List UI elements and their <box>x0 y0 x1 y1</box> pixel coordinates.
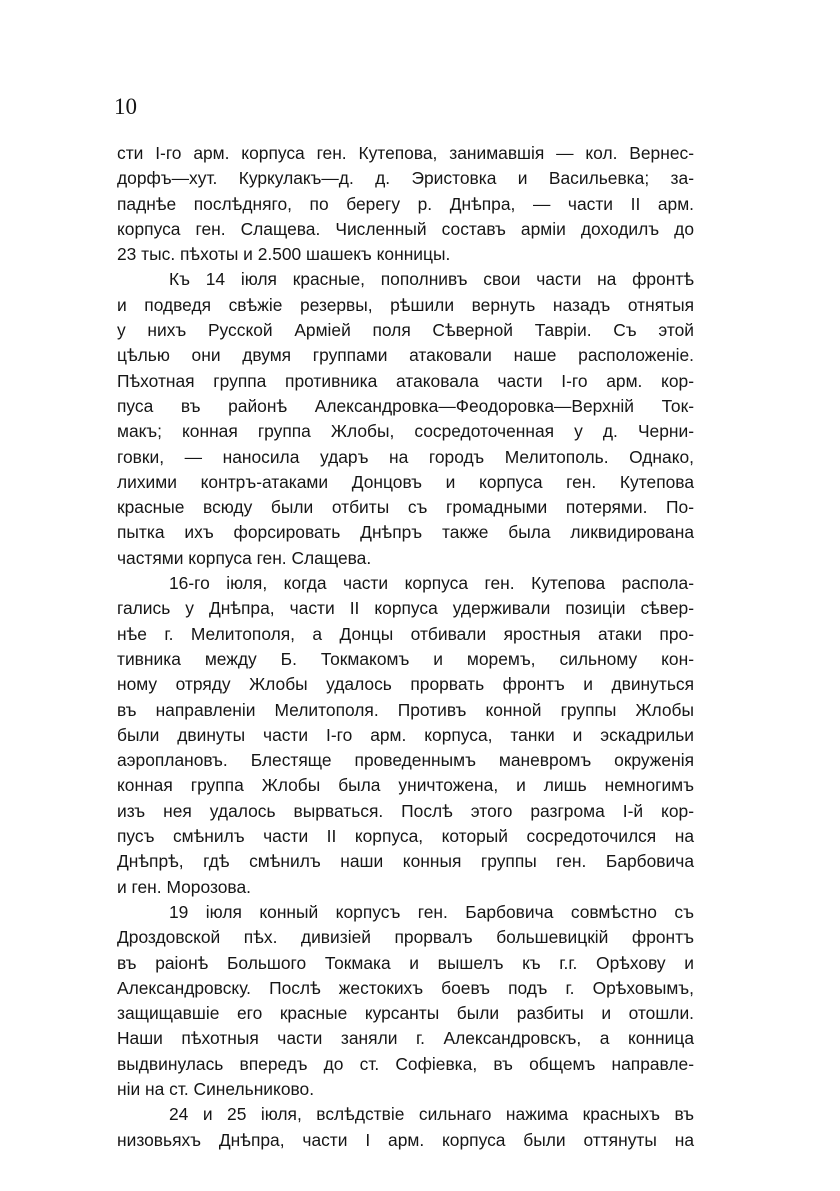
text-line: Пѣхотная группа противника атаковала части I-го арм. кор- <box>117 370 694 391</box>
text-line: нѣе г. Мелитополя, а Донцы отбивали яростныя атаки про- <box>117 623 694 644</box>
text-line: аэроплановъ. Блестяще проведеннымъ маневромъ окруженія <box>117 750 694 771</box>
text-line: конная группа Жлобы была уничтожена, и лишь немногимъ <box>117 775 694 796</box>
text-line: дорфъ—хут. Куркулакъ—д. д. Эристовка и Васильевка; за- <box>117 168 694 189</box>
text-line: 24 и 25 іюля, вслѣдствіе сильнаго нажима красныхъ въ <box>169 1104 694 1125</box>
text-line: Днѣпрѣ, гдѣ смѣнилъ наши конныя группы ген. Барбовича <box>117 851 694 872</box>
page-number: 10 <box>114 94 137 119</box>
text-line: корпуса ген. Слащева. Численный составъ арміи доходилъ до <box>117 218 694 239</box>
text-line: Наши пѣхотныя части заняли г. Александровскъ, а конница <box>117 1028 694 1049</box>
paragraph <box>117 571 694 900</box>
text-line: красные всюду были отбиты съ громадными потерями. По- <box>117 497 694 518</box>
text-line: цѣлью они двумя группами атаковали наше расположеніе. <box>117 345 694 366</box>
text-line: 19 іюля конный корпусъ ген. Барбовича совмѣстно съ <box>169 901 694 922</box>
paragraph <box>117 267 694 571</box>
text-line: Дроздовской пѣх. дивизіей прорвалъ большевицкій фронтъ <box>117 927 694 948</box>
text-line: говки, — наносила ударъ на городъ Мелитополь. Однако, <box>117 446 694 467</box>
paragraph <box>117 1102 694 1153</box>
text-line: были двинуты части I-го арм. корпуса, танки и эскадрильи <box>117 724 694 745</box>
text-line: гались у Днѣпра, части II корпуса удерживали позиціи сѣвер- <box>117 598 694 619</box>
text-line: защищавшіе его красные курсанты были разбиты и отошли. <box>117 1003 694 1024</box>
text-line: пуса въ районѣ Александровка—Феодоровка—Верхній Ток- <box>117 395 694 416</box>
text-line: низовьяхъ Днѣпра, части I арм. корпуса были оттянуты на <box>117 1129 694 1150</box>
paragraph <box>117 141 694 267</box>
text-line: тивника между Б. Токмакомъ и моремъ, сильному кон- <box>117 648 694 669</box>
text-line: ніи на ст. Синельниково. <box>117 1078 315 1099</box>
text-line: ному отряду Жлобы удалось прорвать фронтъ и двинуться <box>117 674 694 695</box>
text-line: макъ; конная группа Жлобы, сосредоточенная у д. Черни- <box>117 421 694 442</box>
text-line: Къ 14 іюля красные, пополнивъ свои части на фронтѣ <box>169 269 694 290</box>
text-line: и подведя свѣжіе резервы, рѣшили вернуть назадъ отнятыя <box>117 294 694 315</box>
text-line: 16-го іюля, когда части корпуса ген. Кутепова распола- <box>169 573 694 594</box>
text-line: у нихъ Русской Арміей поля Сѣверной Тавріи. Съ этой <box>117 320 694 341</box>
text-line: пытка ихъ форсировать Днѣпръ также была ликвидирована <box>117 522 694 543</box>
text-line: пусъ смѣнилъ части II корпуса, который сосредоточился на <box>117 826 694 847</box>
text-line: въ направленіи Мелитополя. Противъ конной группы Жлобы <box>117 699 694 720</box>
text-line: въ раіонѣ Большого Токмака и вышелъ къ г.г. Орѣхову и <box>117 952 694 973</box>
text-line: 23 тыс. пѣхоты и 2.500 шашекъ конницы. <box>117 244 451 265</box>
text-line: и ген. Морозова. <box>117 876 251 897</box>
text-line: Александровску. Послѣ жестокихъ боевъ подъ г. Орѣховымъ, <box>117 977 694 998</box>
text-line: паднѣе послѣдняго, по берегу р. Днѣпра, — части II арм. <box>117 193 694 214</box>
text-line: сти I-го арм. корпуса ген. Кутепова, занимавшія — кол. Вернес- <box>117 143 694 163</box>
text-line: изъ нея удалось вырваться. Послѣ этого разгрома I-й кор- <box>117 800 694 821</box>
text-line: выдвинулась впередъ до ст. Софіевка, въ общемъ направле- <box>117 1053 694 1074</box>
paragraph <box>117 900 694 1102</box>
body-text <box>117 141 694 1153</box>
text-line: лихими контръ-атаками Донцовъ и корпуса ген. Кутепова <box>117 471 694 492</box>
text-line: частями корпуса ген. Слащева. <box>117 547 372 568</box>
